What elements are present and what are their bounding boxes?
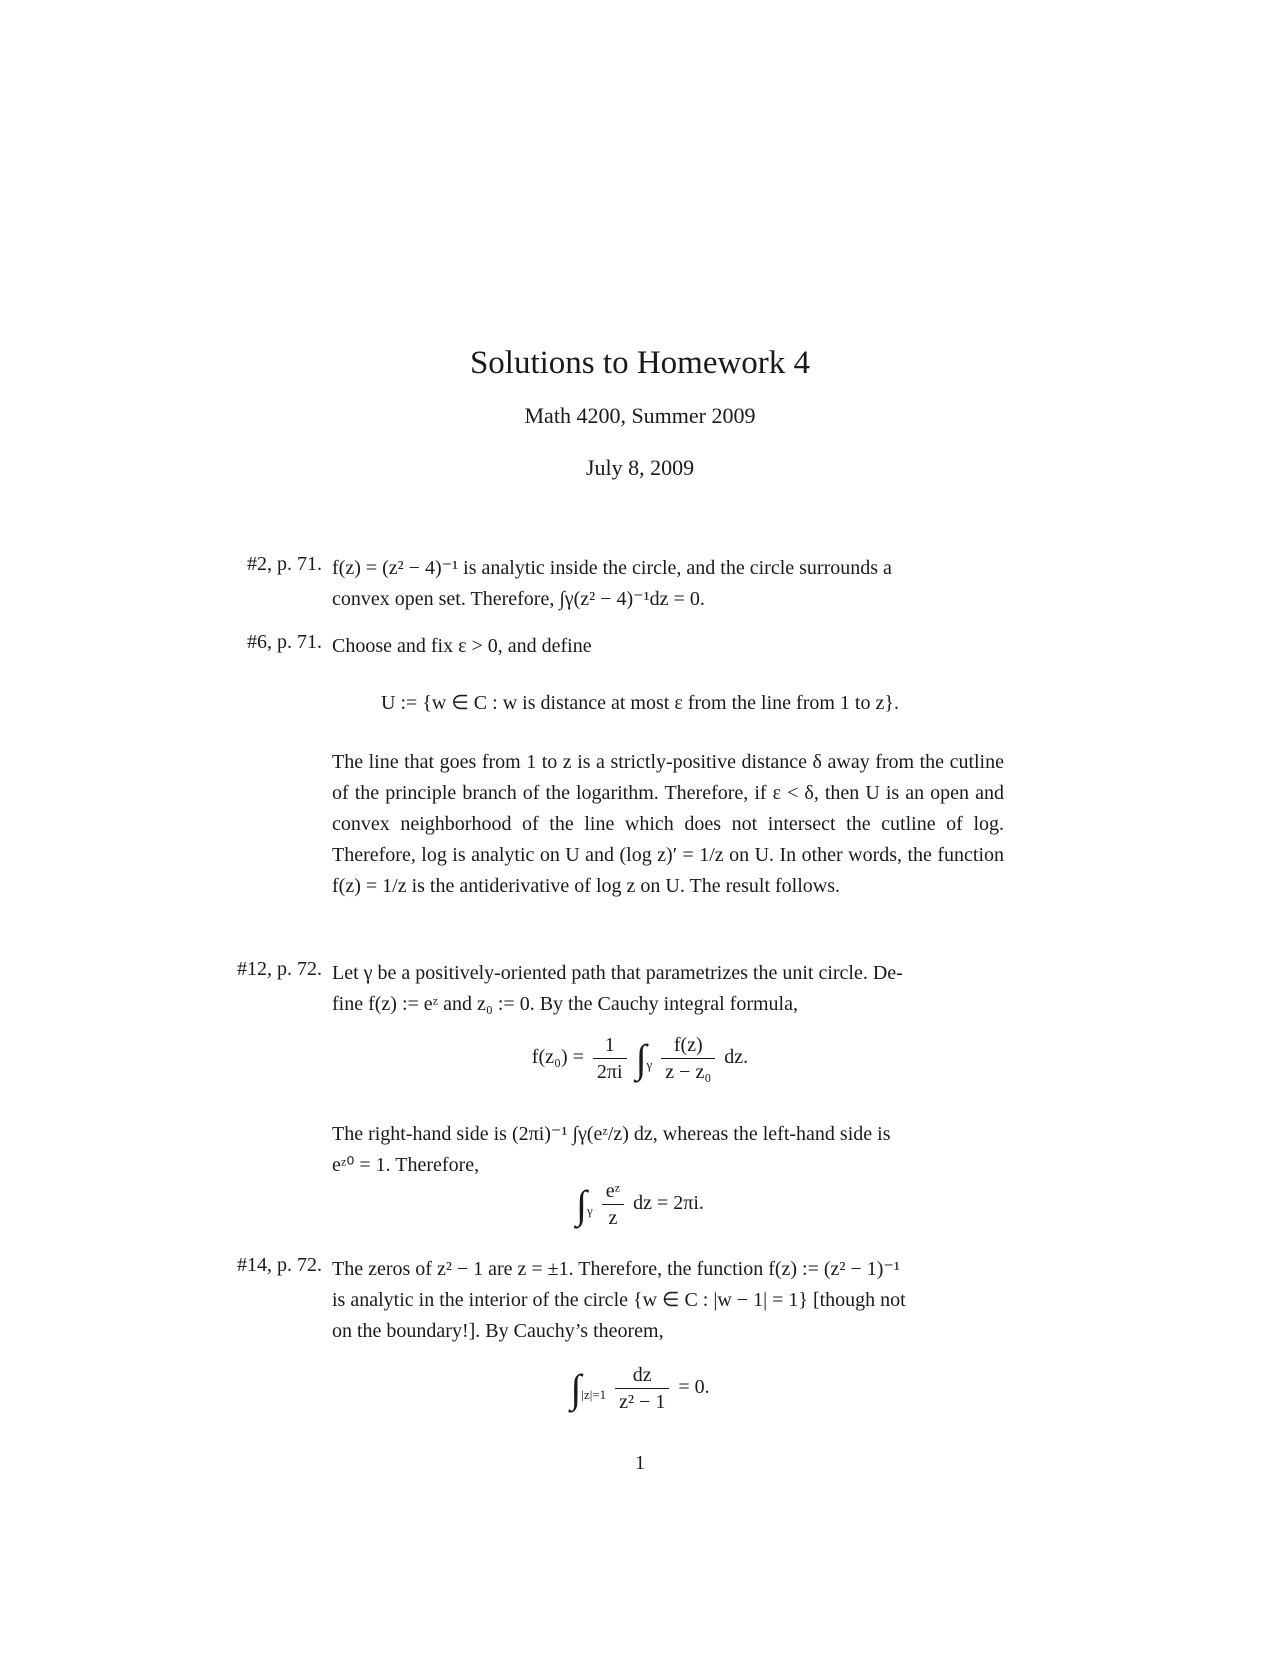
formula-tail: = 0. xyxy=(678,1376,710,1399)
fraction-denominator: z² − 1 xyxy=(619,1391,666,1413)
fraction-numerator: eᶻ xyxy=(602,1178,624,1205)
integral-subscript: γ xyxy=(646,1057,653,1073)
display-equation: U := {w ∈ C : w is distance at most ε from the line from 1 to z}. xyxy=(381,692,899,714)
course-line: Math 4200, Summer 2009 xyxy=(524,403,756,428)
problem-text-line: eᶻ⁰ = 1. Therefore, xyxy=(332,1154,480,1176)
integral-subscript: γ xyxy=(587,1203,593,1219)
problem-label: #2, p. 71. xyxy=(247,553,322,575)
problem-text-line: Let γ be a positively-oriented path that parametrizes the unit circle. De- xyxy=(332,962,903,984)
problem-label: #6, p. 71. xyxy=(247,631,322,653)
fraction-denominator: z − z₀ xyxy=(665,1061,712,1083)
fraction xyxy=(615,1362,669,1415)
fraction-numerator: dz xyxy=(615,1362,669,1389)
problem-text-line: convex open set. Therefore, ∫γ(z² − 4)⁻¹dz = 0. xyxy=(332,588,705,610)
fraction-numerator: 1 xyxy=(593,1032,627,1059)
cauchy-theorem-result xyxy=(0,1362,1280,1415)
document-title: Solutions to Homework 4 xyxy=(469,345,811,381)
problem-text-line: Choose and fix ε > 0, and define xyxy=(332,635,592,657)
problem-text-line: fine f(z) := eᶻ and z₀ := 0. By the Cauchy integral formula, xyxy=(332,993,798,1015)
problem-label: #14, p. 72. xyxy=(237,1254,322,1276)
fraction-denominator: z xyxy=(608,1207,618,1229)
cauchy-formula xyxy=(0,1032,1280,1085)
fraction xyxy=(593,1032,627,1085)
problem-text-line: is analytic in the interior of the circle {w ∈ C : |w − 1| = 1} [though not xyxy=(332,1289,906,1311)
fraction xyxy=(602,1178,624,1231)
problem-paragraph: The line that goes from 1 to z is a strictly-positive distance δ away from the cutline of the principle branch of the logarithm. Therefore, if ε < δ, then U is an open and convex neighborhood of the line which does not intersect the cutline of log. Therefore, log is analytic on U and (log z)′ = 1/z on U. In other words, the function f(z) = 1/z is the antiderivative of log z on U. The result follows. xyxy=(332,751,1004,897)
integral-result xyxy=(0,1178,1280,1231)
problem-label: #12, p. 72. xyxy=(237,958,322,980)
formula-tail: dz. xyxy=(724,1046,749,1069)
formula-tail: dz = 2πi. xyxy=(633,1192,704,1215)
problem-text-line: on the boundary!]. By Cauchy’s theorem, xyxy=(332,1320,664,1342)
date-line: July 8, 2009 xyxy=(585,455,695,480)
problem-text-line: The zeros of z² − 1 are z = ±1. Therefore, the function f(z) := (z² − 1)⁻¹ xyxy=(332,1258,900,1280)
integral-subscript: |z|=1 xyxy=(581,1387,607,1403)
formula-lhs: f(z₀) = xyxy=(531,1046,584,1069)
page-number: 1 xyxy=(635,1452,645,1474)
fraction xyxy=(661,1032,715,1085)
fraction-denominator: 2πi xyxy=(596,1061,623,1083)
problem-text-line: The right-hand side is (2πi)⁻¹ ∫γ(eᶻ/z) dz, whereas the left-hand side is xyxy=(332,1123,891,1145)
integral-sign: ∫ xyxy=(570,1366,582,1411)
integral-sign: ∫ xyxy=(635,1036,647,1081)
fraction-numerator: f(z) xyxy=(661,1032,715,1059)
integral-sign: ∫ xyxy=(576,1182,588,1227)
problem-text-line: f(z) = (z² − 4)⁻¹ is analytic inside the circle, and the circle surrounds a xyxy=(332,557,892,579)
